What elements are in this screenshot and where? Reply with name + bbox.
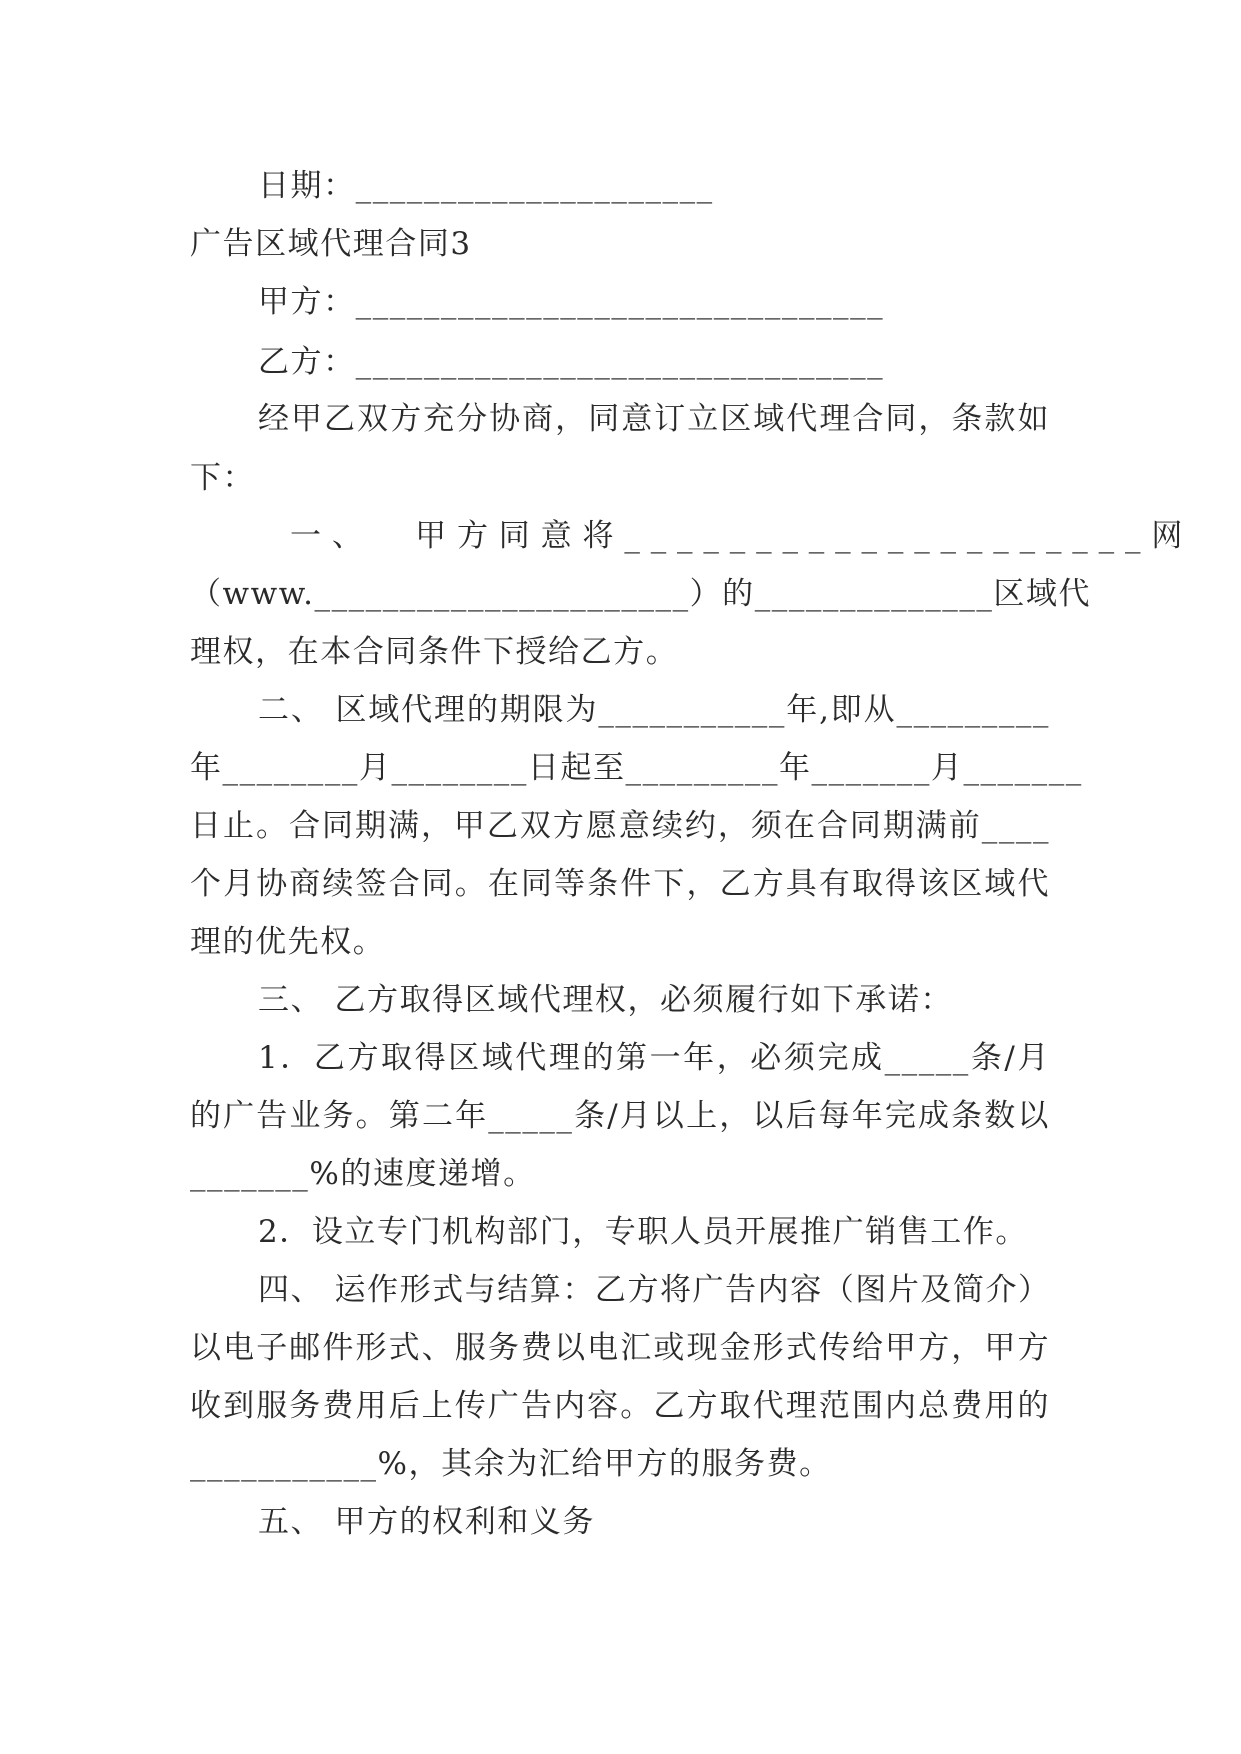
clause-1-line-1: 一、 甲方同意将____________________网 (290, 518, 1194, 554)
intro-line-1: 经甲乙双方充分协商，同意订立区域代理合同，条款如 (258, 401, 1050, 437)
clause-3-item-1-line-1: 1．乙方取得区域代理的第一年，必须完成_____条/月 (258, 1040, 1050, 1076)
clause-2-line-4: 个月协商续签合同。在同等条件下，乙方具有取得该区域代 (190, 866, 1050, 902)
clause-1-line-3: 理权，在本合同条件下授给乙方。 (190, 634, 679, 670)
clause-4-line-4: ___________%，其余为汇给甲方的服务费。 (190, 1446, 832, 1482)
intro-line-2: 下： (190, 460, 256, 496)
clause-2-line-1: 二、 区域代理的期限为___________年,即从_________ (258, 692, 1050, 728)
party-b-line: 乙方：_______________________________ (258, 344, 885, 380)
clause-3-item-1-line-2: 的广告业务。第二年_____条/月以上，以后每年完成条数以 (190, 1098, 1050, 1134)
clause-2-line-3: 日止。合同期满，甲乙双方愿意续约，须在合同期满前____ (190, 808, 1050, 844)
party-a-line: 甲方：_______________________________ (258, 284, 885, 320)
contract-title: 广告区域代理合同3 (190, 226, 472, 262)
clause-2-line-2: 年________月________日起至_________年_______月_______ (190, 750, 1083, 786)
clause-4-line-1: 四、 运作形式与结算：乙方将广告内容（图片及简介） (258, 1272, 1051, 1308)
date-line: 日期：_____________________ (258, 168, 714, 204)
clause-3-item-2: 2．设立专门机构部门，专职人员开展推广销售工作。 (258, 1214, 1028, 1250)
clause-1-line-2: （www.______________________）的______________区域代 (190, 576, 1092, 612)
clause-2-line-5: 理的优先权。 (190, 924, 386, 960)
clause-3-heading: 三、 乙方取得区域代理权，必须履行如下承诺： (258, 982, 953, 1018)
clause-4-line-2: 以电子邮件形式、服务费以电汇或现金形式传给甲方，甲方 (190, 1330, 1050, 1366)
clause-5-heading: 五、 甲方的权利和义务 (258, 1504, 595, 1540)
clause-3-item-1-line-3: _______%的速度递增。 (190, 1156, 536, 1192)
clause-4-line-3: 收到服务费用后上传广告内容。乙方取代理范围内总费用的 (190, 1388, 1050, 1424)
